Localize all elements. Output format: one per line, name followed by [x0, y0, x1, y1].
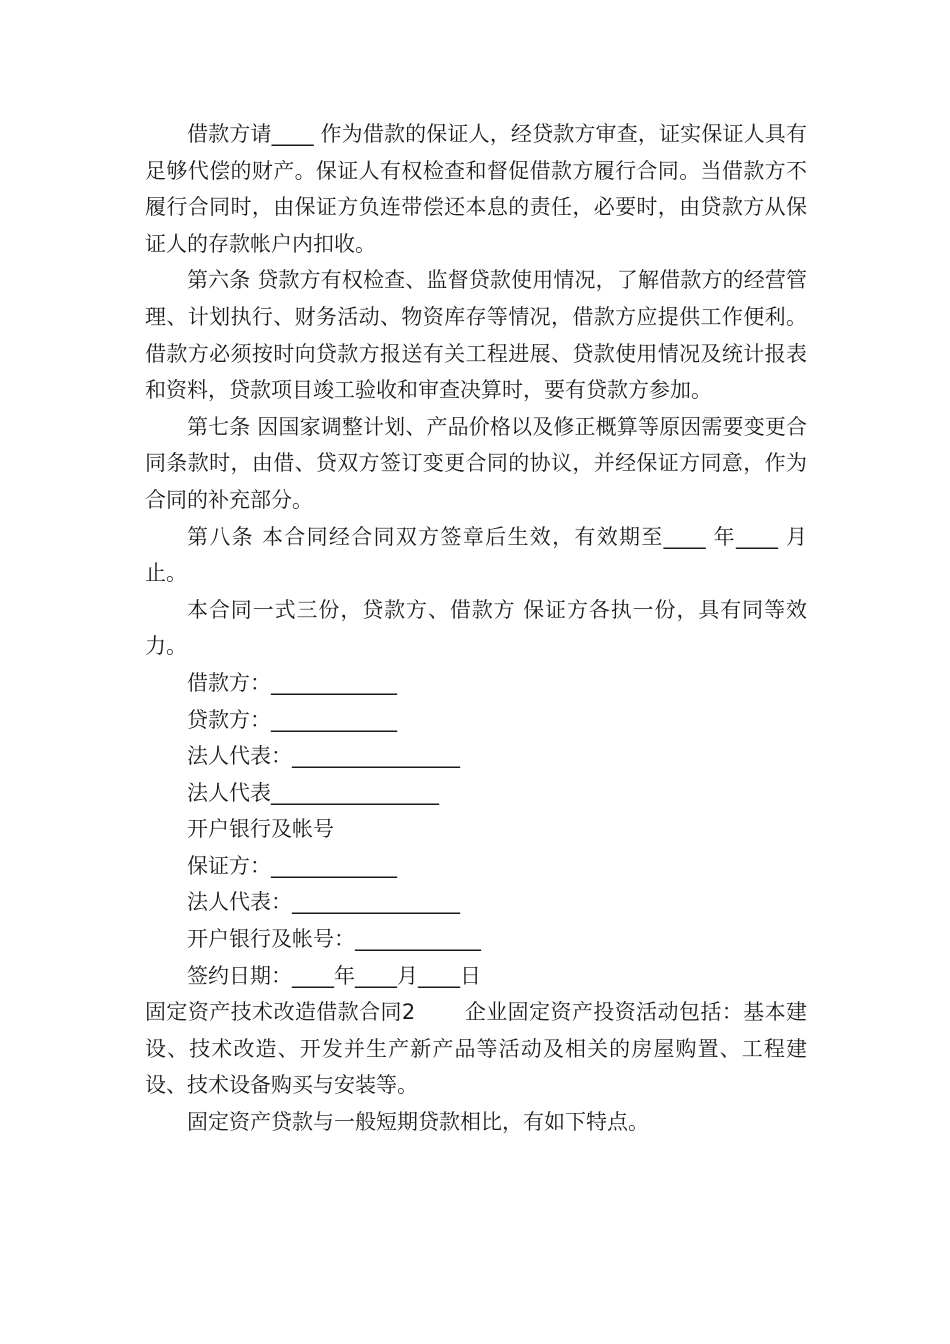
legal-rep-signature-line: 法人代表：________________ — [187, 890, 460, 915]
bank-account-line: 开户银行及帐号 — [187, 817, 334, 842]
legal-rep-signature-line: 法人代表________________ — [187, 780, 439, 805]
lender-signature-line: 贷款方：____________ — [187, 707, 397, 732]
borrower-signature-line: 借款方：____________ — [187, 670, 397, 695]
article-6-paragraph: 第六条 贷款方有权检查、监督贷款使用情况，了解借款方的经营管理、计划执行、财务活动、物资库存等情况，借款方应提供工作便利。借款方必须按时向贷款方报送有关工程进展、贷款使用情况及统计报表和资料，贷款项目竣工验收和审查决算时，要有贷款方参加。 — [145, 268, 807, 403]
bank-account-line: 开户银行及帐号：____________ — [187, 927, 481, 952]
next-section-heading-paragraph: 固定资产技术改造借款合同2 企业固定资产投资活动包括：基本建设、技术改造、开发并生产新产品等活动及相关的房屋购置、工程建设、技术设备购买与安装等。 — [145, 1000, 807, 1098]
guarantor-clause-paragraph: 借款方请____ 作为借款的保证人，经贷款方审查，证实保证人具有足够代偿的财产。保证人有权检查和督促借款方履行合同。当借款方不履行合同时，由保证方负连带偿还本息的责任，必要时，由贷款方从保证人的存款帐户内扣收。 — [145, 122, 807, 256]
article-8-paragraph: 第八条 本合同经合同双方签章后生效，有效期至____ 年____ 月止。 — [145, 524, 807, 586]
document-body — [145, 116, 807, 1141]
copies-clause-paragraph: 本合同一式三份，贷款方、借款方 保证方各执一份，具有同等效力。 — [145, 597, 807, 659]
sign-date-line: 签约日期：____年____月____日 — [187, 963, 481, 988]
legal-rep-signature-line: 法人代表：________________ — [187, 744, 460, 769]
next-section-closing-paragraph: 固定资产贷款与一般短期贷款相比，有如下特点。 — [187, 1110, 649, 1135]
article-7-paragraph: 第七条 因国家调整计划、产品价格以及修正概算等原因需要变更合同条款时，由借、贷双方签订变更合同的协议，并经保证方同意，作为合同的补充部分。 — [145, 414, 807, 512]
guarantor-signature-line: 保证方：____________ — [187, 853, 397, 878]
